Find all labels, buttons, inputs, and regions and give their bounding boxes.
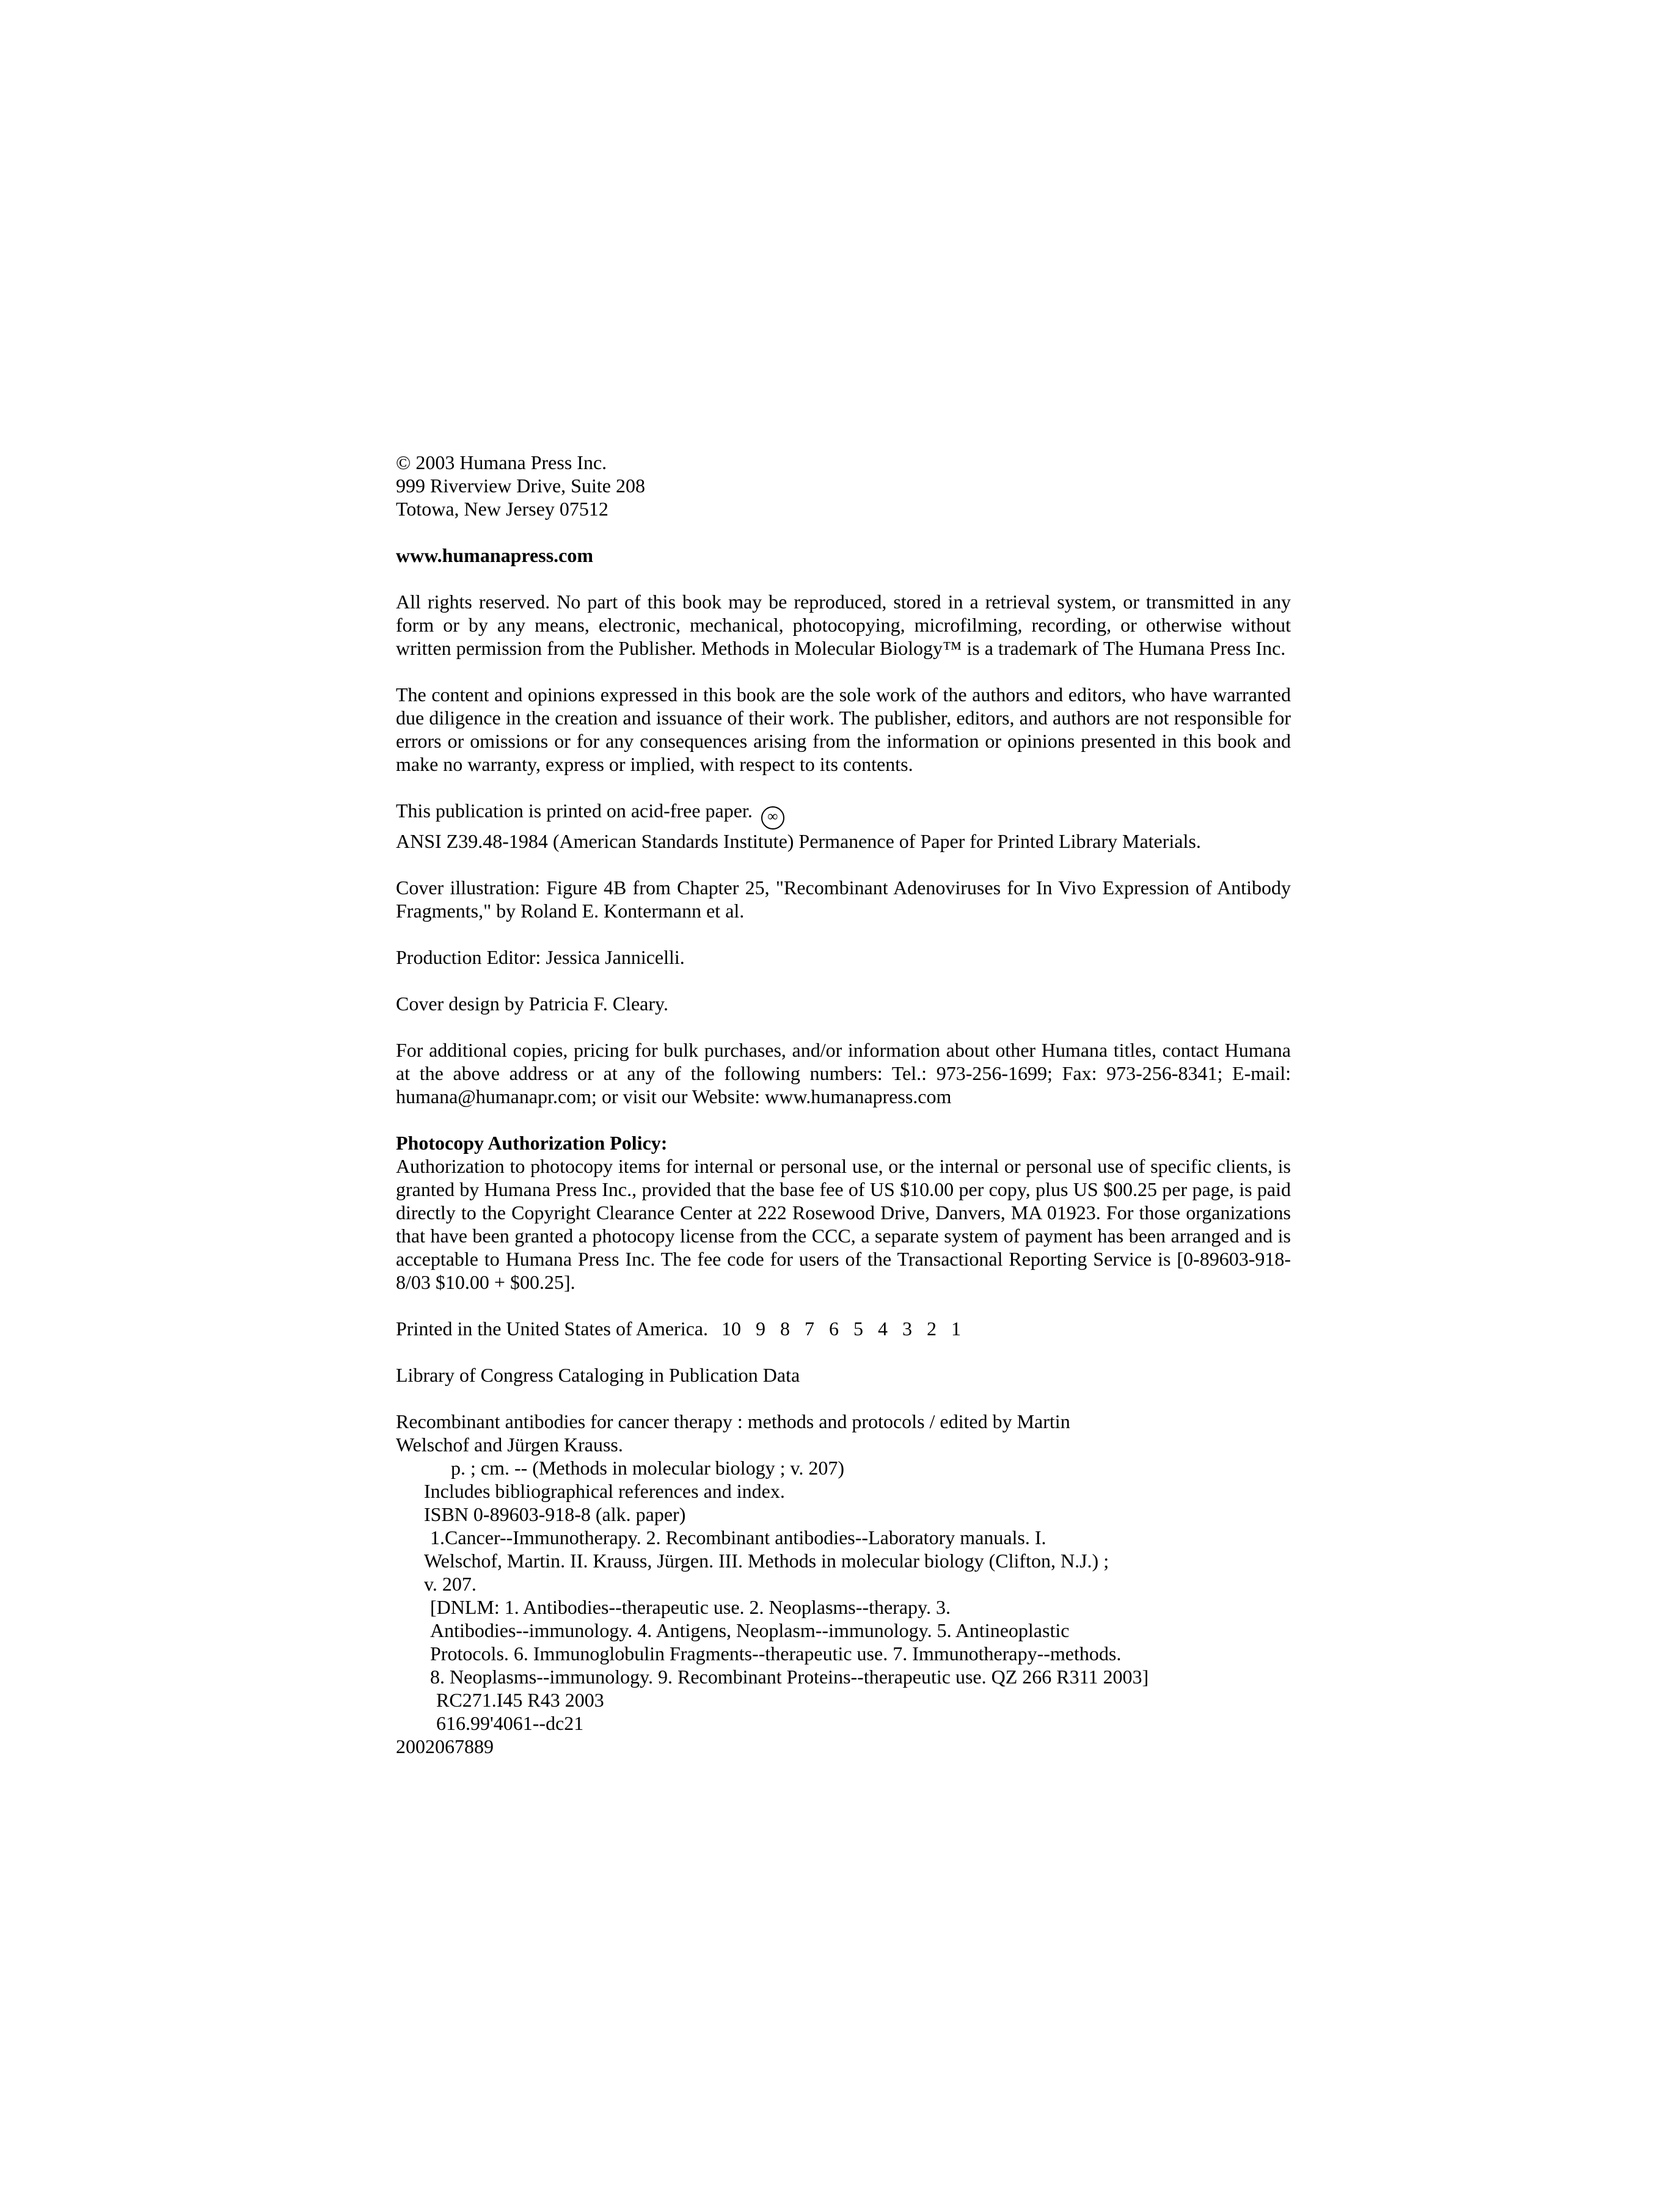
printed-line [396, 1317, 1291, 1340]
publisher-address-line-2: Totowa, New Jersey 07512 [396, 498, 608, 520]
catalog-line: Antibodies--immunology. 4. Antigens, Neoplasm--immunology. 5. Antineoplastic [430, 1619, 1070, 1641]
print-run-numbers: 10 9 8 7 6 5 4 3 2 1 [721, 1318, 961, 1340]
catalog-line: Welschof and Jürgen Krauss. [396, 1434, 623, 1456]
photocopy-policy-block [396, 1131, 1291, 1294]
catalog-line: Welschof, Martin. II. Krauss, Jürgen. III. Methods in molecular biology (Clifton, N.J.) ; [424, 1550, 1109, 1572]
publisher-block [396, 451, 1291, 520]
contact-paragraph: For additional copies, pricing for bulk purchases, and/or information about other Humana titles, contact Humana at the above address or at any of the following numbers: Tel.: 973-256-1699; Fax: 973-256-8341; E-mail: humana@humanapr.com; or visit our Website: www.humanapress.com [396, 1039, 1291, 1107]
disclaimer-paragraph: The content and opinions expressed in this book are the sole work of the authors and editors, who have warranted due diligence in the creation and issuance of their work. The publisher, editors, and authors are not responsible for errors or omissions or for any consequences arising from the information or opinions presented in this book and make no warranty, express or implied, with respect to its contents. [396, 684, 1291, 775]
cover-design-line: Cover design by Patricia F. Cleary. [396, 993, 668, 1015]
publisher-address-line-1: 999 Riverview Drive, Suite 208 [396, 475, 645, 497]
catalog-line: ISBN 0-89603-918-8 (alk. paper) [424, 1503, 686, 1525]
catalog-line: Recombinant antibodies for cancer therapy : methods and protocols / edited by Martin [396, 1410, 1070, 1432]
library-of-congress-heading: Library of Congress Cataloging in Publication Data [396, 1364, 800, 1386]
cover-illustration-paragraph: Cover illustration: Figure 4B from Chapter 25, "Recombinant Adenoviruses for In Vivo Expression of Antibody Fragments," by Roland E. Kontermann et al. [396, 877, 1291, 922]
acid-free-block [396, 799, 1291, 853]
catalog-line: p. ; cm. -- (Methods in molecular biology ; v. 207) [451, 1457, 845, 1479]
catalog-line: RC271.I45 R43 2003 [436, 1689, 604, 1711]
catalog-line: 1.Cancer--Immunotherapy. 2. Recombinant antibodies--Laboratory manuals. I. [430, 1526, 1046, 1548]
copyright-page-content [396, 451, 1291, 1758]
production-editor-line: Production Editor: Jessica Jannicelli. [396, 946, 685, 968]
catalog-line: Protocols. 6. Immunoglobulin Fragments--therapeutic use. 7. Immunotherapy--methods. [430, 1643, 1122, 1665]
photocopy-policy-body: Authorization to photocopy items for internal or personal use, or the internal or personal use of specific clients, is granted by Humana Press Inc., provided that the base fee of US $10.00 per copy, plus US $00.25 per page, is paid directly to the Copyright Clearance Center at 222 Rosewood Drive, Danvers, MA 01923. For those organizations that have been granted a photocopy license from the CCC, a separate system of payment has been arranged and is acceptable to Humana Press Inc. The fee code for users of the Transactional Reporting Service is [0-89603-918-8/03 $10.00 + $00.25]. [396, 1155, 1291, 1293]
acid-free-infinity-icon: ∞ [761, 806, 784, 830]
printed-text: Printed in the United States of America. [396, 1318, 708, 1340]
publisher-website: www.humanapress.com [396, 544, 593, 566]
catalog-line: Includes bibliographical references and index. [424, 1480, 785, 1502]
copyright-line: © 2003 Humana Press Inc. [396, 451, 607, 473]
acid-free-text: This publication is printed on acid-free paper. [396, 800, 753, 822]
photocopy-policy-heading: Photocopy Authorization Policy: [396, 1132, 668, 1154]
catalog-line: 8. Neoplasms--immunology. 9. Recombinant Proteins--therapeutic use. QZ 266 R311 2003] [430, 1666, 1149, 1688]
catalog-line: v. 207. [424, 1573, 477, 1595]
catalog-line: 616.99'4061--dc21 [436, 1712, 584, 1734]
catalog-line: [DNLM: 1. Antibodies--therapeutic use. 2. Neoplasms--therapy. 3. [430, 1596, 951, 1618]
ansi-standard-line: ANSI Z39.48-1984 (American Standards Institute) Permanence of Paper for Printed Library Materials. [396, 830, 1201, 852]
lccn-number: 2002067889 [396, 1735, 494, 1757]
cataloging-data-block [396, 1410, 1291, 1758]
acid-free-line [396, 799, 1291, 830]
rights-paragraph: All rights reserved. No part of this book may be reproduced, stored in a retrieval system, or transmitted in any form or by any means, electronic, mechanical, photocopying, microfilming, recording, or otherwise without written permission from the Publisher. Methods in Molecular Biology™ is a trademark of The Humana Press Inc. [396, 591, 1291, 659]
